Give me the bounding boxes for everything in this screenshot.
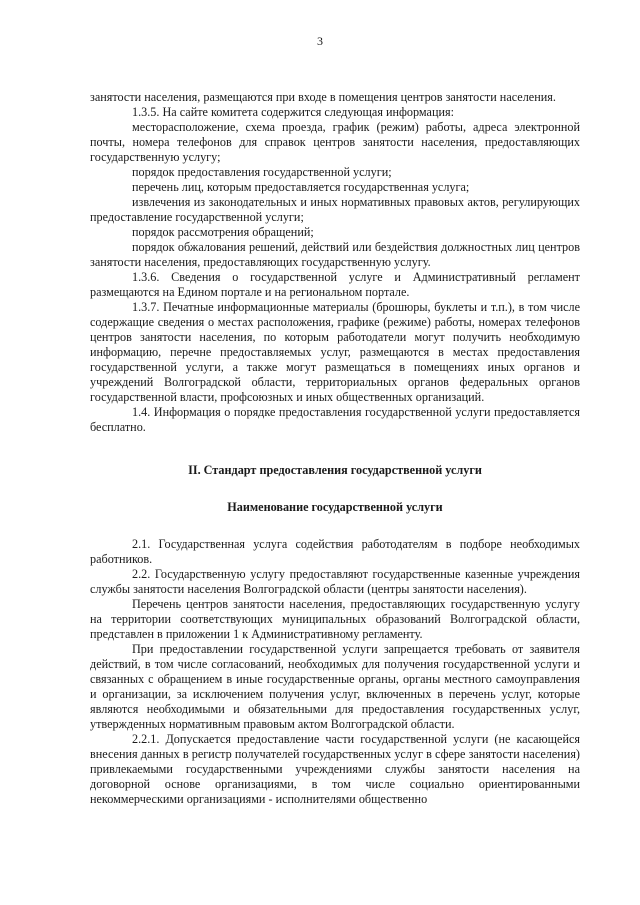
paragraph-2-1: 2.1. Государственная услуга содействия работодателям в подборе необходимых работников. (90, 537, 580, 566)
document-body (90, 90, 580, 807)
list-item-extracts: извлечения из законодательных и иных нормативных правовых актов, регулирующих предоставление государственной услуги; (90, 195, 580, 224)
paragraph-centers-list: Перечень центров занятости населения, предоставляющих государственную услугу на территории соответствующих муниципальных образований Волгоградской области, представлен в приложении 1 к Административному регламенту. (90, 597, 580, 641)
section-heading: II. Стандарт предоставления государственной услуги (188, 463, 482, 477)
list-item-complaints: порядок обжалования решений, действий или бездействия должностных лиц центров занятости населения, предоставляющих государственную услугу. (90, 240, 580, 269)
spacer (90, 515, 580, 537)
paragraph-1-3-7: 1.3.7. Печатные информационные материалы (брошюры, буклеты и т.п.), в том числе содержащие сведения о местах расположения, графике (режиме) работы, номерах телефонов центров занятости населения, по которым работодатели могут получить необходимую информацию, перечне предоставляемых услуг, размещаются в местах предоставления государственной услуги, а также могут размещаться в помещениях иных органов и учреждений Волгоградской области, территориальных органов федеральных органов государственной власти, профсоюзных и иных общественных организаций. (90, 300, 580, 404)
subsection-heading: Наименование государственной услуги (227, 500, 443, 514)
paragraph-prohibition: При предоставлении государственной услуги запрещается требовать от заявителя действий, в том числе согласований, необходимых для получения государственной услуги и связанных с обращением в иные государственные органы, органы местного самоуправления и организации, за исключением получения услуг, включенных в перечень услуг, которые являются необходимыми и обязательными для предоставления государственных услуг, утвержденных нормативным правовым актом Волгоградской области. (90, 642, 580, 731)
paragraph-1-3-5: 1.3.5. На сайте комитета содержится следующая информация: (132, 105, 455, 119)
paragraph-1-4: 1.4. Информация о порядке предоставления государственной услуги предоставляется бесплатно. (90, 405, 580, 434)
list-item-procedure: порядок предоставления государственной услуги; (132, 165, 392, 179)
spacer (90, 435, 580, 463)
paragraph-2-2-1: 2.2.1. Допускается предоставление части государственной услуги (не касающейся внесения данных в регистр получателей государственных услуг в сфере занятости населения) привлекаемыми государственными учреждениями службы занятости населения на договорной основе организациями, в том числе социально ориентированными некоммерческими организациями - исполнителями общественно (90, 732, 580, 806)
paragraph-1-3-6: 1.3.6. Сведения о государственной услуге и Административный регламент размещаются на Едином портале и на региональном портале. (90, 270, 580, 299)
paragraph-2-2: 2.2. Государственную услугу предоставляют государственные казенные учреждения службы занятости населения Волгоградской области (центры занятости населения). (90, 567, 580, 596)
list-item-location: месторасположение, схема проезда, график (режим) работы, адреса электронной почты, номера телефонов для справок центров занятости населения, предоставляющих государственную услугу; (90, 120, 580, 164)
list-item-persons: перечень лиц, которым предоставляется государственная услуга; (132, 180, 470, 194)
list-item-appeals: порядок рассмотрения обращений; (132, 225, 314, 239)
paragraph-continuation: занятости населения, размещаются при входе в помещения центров занятости населения. (90, 90, 556, 104)
page-number: 3 (317, 34, 323, 48)
spacer (90, 478, 580, 500)
